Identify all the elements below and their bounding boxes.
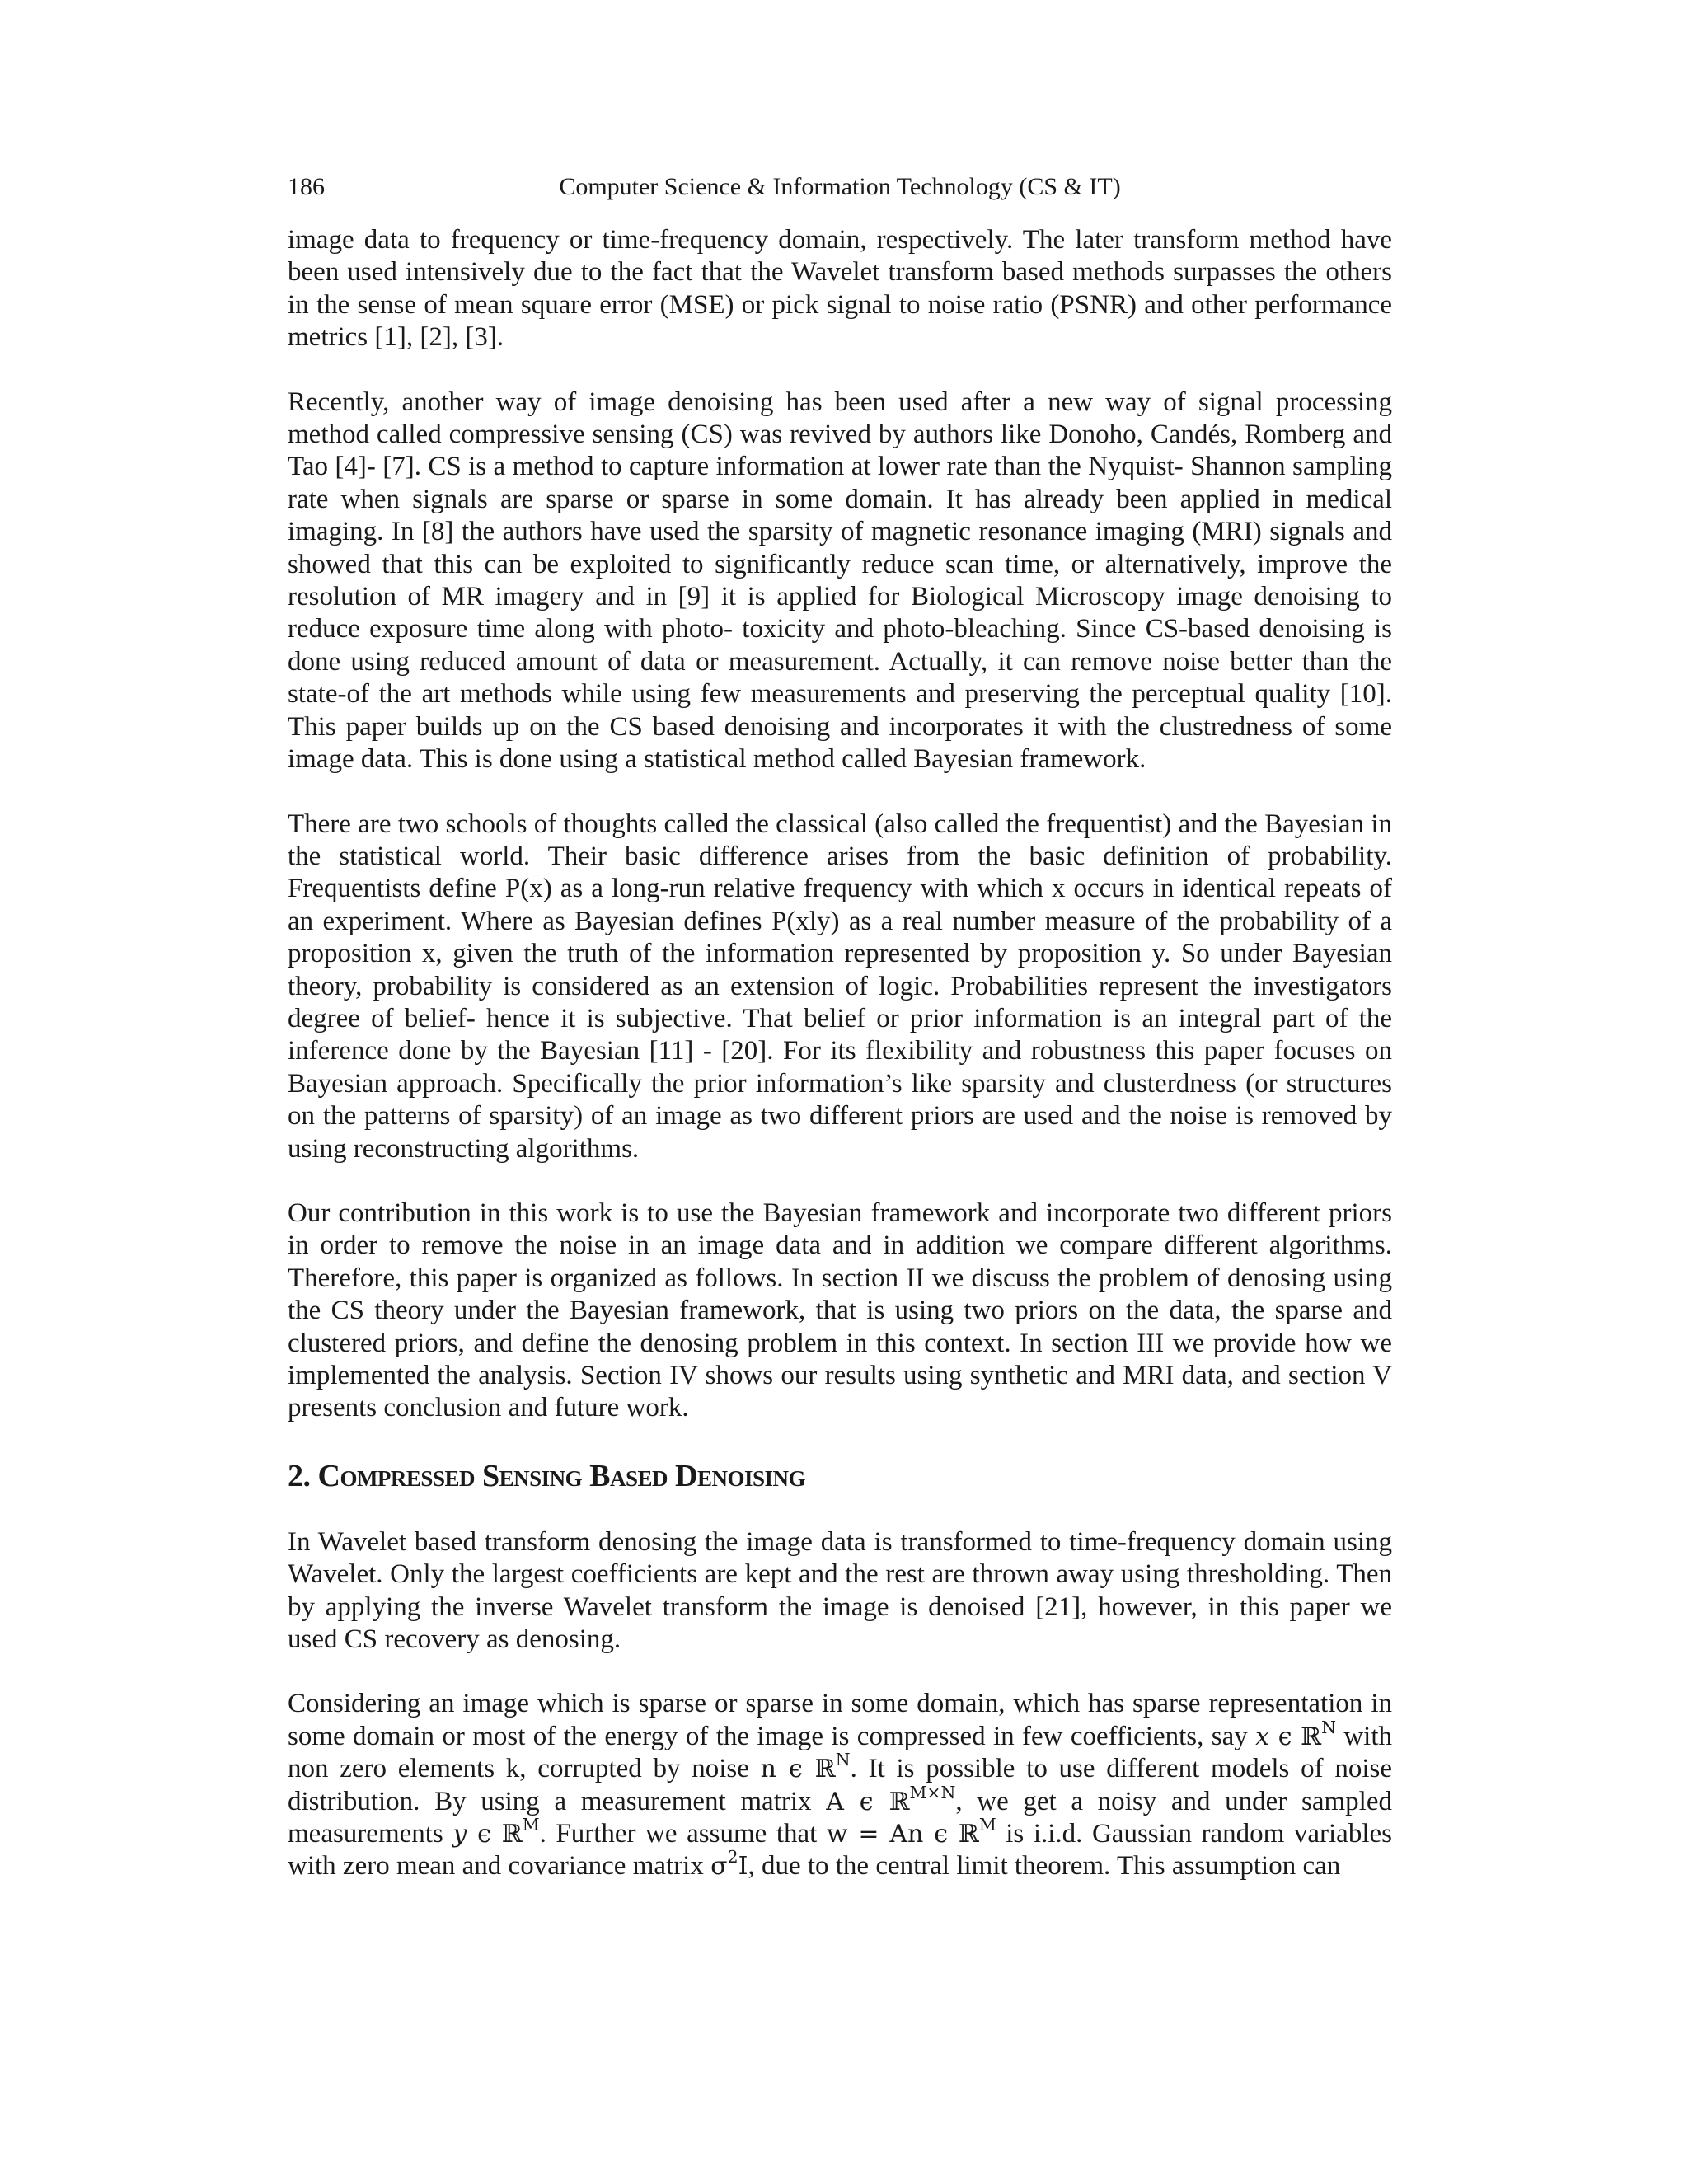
p6-text-3: . It is possible to use different models of noise distribution. By using a measurement matrix bbox=[288, 1754, 1392, 1816]
math-identity: I bbox=[738, 1852, 748, 1882]
paragraph-1: image data to frequency or time-frequency domain, respectively. The later transform method have been used intensively due to the fact that the Wavelet transform based methods surpasses the others in the sense of mean square error (MSE) or pick signal to noise ratio (PSNR) and other performance metrics [1], [2], [3]. bbox=[288, 225, 1392, 353]
math-n-in-rn bbox=[760, 1750, 851, 1784]
math-a-in-rmxn bbox=[826, 1782, 956, 1816]
math-w-base: w = An ϵ ℝ bbox=[826, 1820, 979, 1849]
math-n-base: n ϵ ℝ bbox=[760, 1755, 836, 1784]
math-a-sup: M×N bbox=[909, 1782, 956, 1802]
math-x-base: 𝑥 ϵ ℝ bbox=[1255, 1722, 1322, 1751]
paragraph-3: There are two schools of thoughts called the classical (also called the frequentist) and the Bayesian in the statistical world. Their basic difference arises from the basic definition of probability. Frequentists define P(x) as a long-run relative frequency with which x occurs in identical repeats of an experiment. Where as Bayesian defines P(xly) as a real number measure of the probability of a proposition x, given the truth of the information represented by proposition y. So under Bayesian theory, probability is considered as an extension of logic. Probabilities represent the investigators degree of belief- hence it is subjective. That belief or prior information is an integral part of the inference done by the Bayesian [11] - [20]. For its flexibility and robustness this paper focuses on Bayesian approach. Specifically the prior information’s like sparsity and clusterdness (or structures on the patterns of sparsity) of an image as two different priors are used and the noise is removed by using reconstructing algorithms. bbox=[288, 808, 1392, 1164]
p6-text-2: with non zero elements k, corrupted by noise bbox=[288, 1721, 1392, 1784]
math-sigma-base: σ bbox=[710, 1852, 728, 1882]
paragraph-4: Our contribution in this work is to use the Bayesian framework and incorporate two different priors in order to remove the noise in an image data and in addition we compare different algorithms. Therefore, this paper is organized as follows. In section II we discuss the problem of denosing using the CS theory under the Bayesian framework, that is using two priors on the data, the sparse and clustered priors, and define the denosing problem in this context. In section III we provide how we implemented the analysis. Section IV shows our results using synthetic and MRI data, and section V presents conclusion and future work. bbox=[288, 1197, 1392, 1423]
math-y-sup: M bbox=[522, 1815, 540, 1835]
math-a-base: A ϵ ℝ bbox=[826, 1787, 910, 1816]
math-y-base: 𝑦 ϵ ℝ bbox=[452, 1820, 523, 1849]
p6-text-4: , we get a noisy and under sampled measurements bbox=[288, 1786, 1392, 1849]
math-sigma-sup: 2 bbox=[727, 1847, 738, 1868]
page-body bbox=[288, 224, 1392, 1915]
math-x-sup: N bbox=[1321, 1717, 1336, 1737]
section-number: 2. bbox=[288, 1458, 311, 1493]
math-y-in-rm bbox=[452, 1815, 540, 1849]
running-title: Computer Science & Information Technology (CS & IT) bbox=[559, 173, 1121, 200]
paragraph-5: In Wavelet based transform denosing the image data is transformed to time-frequency domain using Wavelet. Only the largest coefficients are kept and the rest are thrown away using thresholding. Then by applying the inverse Wavelet transform the image is denoised [21], however, in this paper we used CS recovery as denosing. bbox=[288, 1526, 1392, 1655]
paragraph-6 bbox=[288, 1688, 1392, 1882]
math-n-sup: N bbox=[835, 1750, 851, 1770]
math-w-eq-an bbox=[826, 1815, 996, 1849]
p6-text-5: . Further we assume that bbox=[539, 1819, 827, 1849]
section-heading bbox=[288, 1457, 1392, 1495]
p6-text-6: is i.i.d. Gaussian random variables with zero mean and covariance matrix bbox=[288, 1819, 1392, 1882]
paragraph-2: Recently, another way of image denoising has been used after a new way of signal processing method called compressive sensing (CS) was revived by authors like Donoho, Candés, Romberg and Tao [4]- [7]. CS is a method to capture information at lower rate than the Nyquist- Shannon sampling rate when signals are sparse or sparse in some domain. It has already been applied in medical imaging. In [8] the authors have used the sparsity of magnetic resonance imaging (MRI) signals and showed that this can be exploited to significantly reduce scan time, or alternatively, improve the resolution of MR imagery and in [9] it is applied for Biological Microscopy image denoising to reduce exposure time along with photo- toxicity and photo-bleaching. Since CS-based denoising is done using reduced amount of data or measurement. Actually, it can remove noise better than the state-of the art methods while using few measurements and preserving the perceptual quality [10]. This paper builds up on the CS based denoising and incorporates it with the clustredness of some image data. This is done using a statistical method called Bayesian framework. bbox=[288, 387, 1392, 775]
page-number: 186 bbox=[288, 173, 325, 200]
p6-text-7: , due to the central limit theorem. This assumption can bbox=[748, 1851, 1341, 1882]
math-w-sup: M bbox=[978, 1815, 996, 1835]
page-header bbox=[288, 170, 1392, 204]
math-x-in-rn bbox=[1255, 1717, 1336, 1751]
p6-text-1: Considering an image which is sparse or sparse in some domain, which has sparse representation in some domain or most of the energy of the image is compressed in few coefficients, say bbox=[288, 1689, 1392, 1751]
math-sigma-squared-i bbox=[710, 1847, 748, 1882]
section-title: Compressed Sensing Based Denoising bbox=[317, 1458, 805, 1493]
